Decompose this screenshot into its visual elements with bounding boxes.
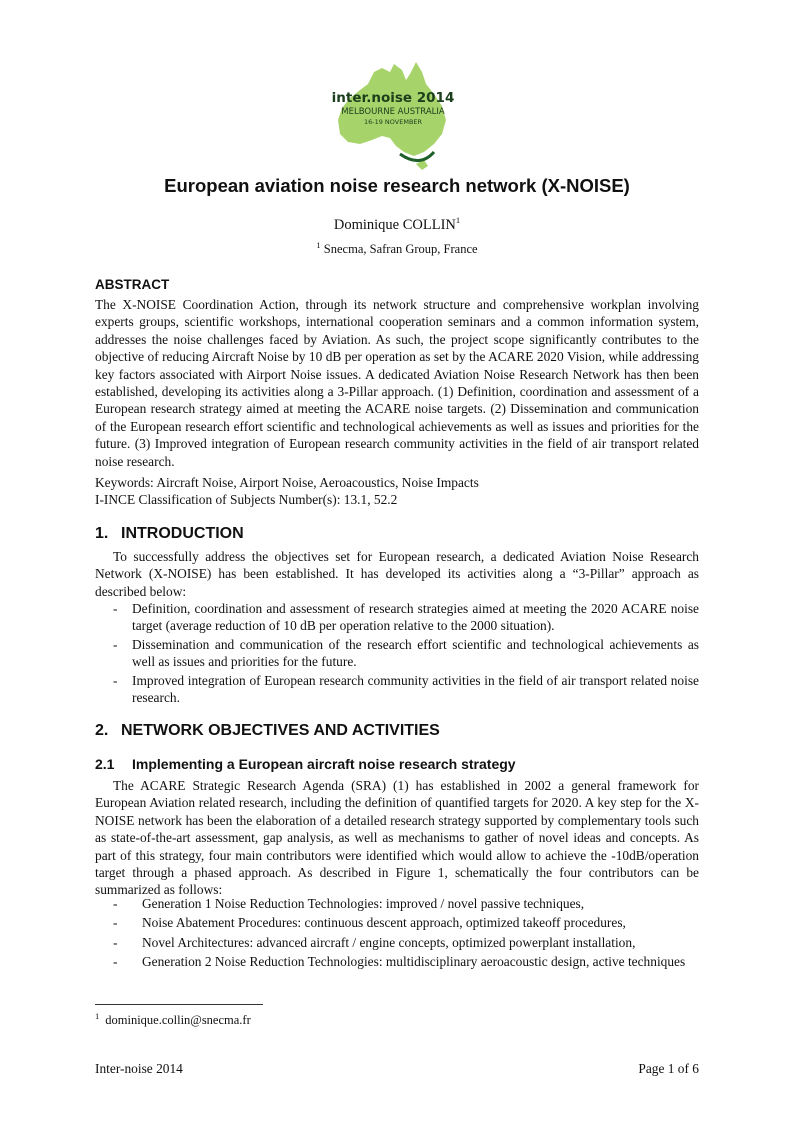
- section-2-heading: [95, 722, 440, 740]
- abstract-body: The X-NOISE Coordination Action, through its network structure and comprehensive workplan involving experts groups, scientific workshops, international cooperation seminars and a common information system, addresses the noise challenges faced by Aviation. As such, the project scope significantly contributes to the objective of reducing Aircraft Noise by 10 dB per operation as set by the ACARE 2020 Vision, while addressing key factors associated with Airport Noise issues. A dedicated Aviation Noise Research Network has then been established, developing its activities along a 3-Pillar approach. (1) Definition, coordination and assessment of a European research strategy aimed at meeting the ACARE noise targets. (2) Dissemination and communication of the European research effort scientific and technological achievements as well as issues and priorities for the future. (3) Improved integration of European research community activities in the field of air transport related noise research.: [95, 297, 699, 469]
- section-1-bullet: [113, 672, 699, 707]
- footnote-email[interactable]: dominique.collin@snecma.fr: [105, 1013, 251, 1027]
- subsection-2-1-body: The ACARE Strategic Research Agenda (SRA) (1) has established in 2002 a general framework for European Aviation related research, including the definition of quantified targets for 2020. A key step for the X-NOISE network has been the elaboration of a detailed research strategy supported by complementary tools such as state-of-the-art assessment, gap analysis, as well as mechanisms to gather of novel ideas and concepts. As part of this strategy, four main contributors were identified which would allow to achieve the -10dB/operation target through a phased approach. As described in Figure 1, schematically the four contributors can be summarized as follows:: [95, 778, 699, 898]
- section-2-number: 2.: [95, 722, 109, 739]
- subsection-2-1-title: Implementing a European aircraft noise research strategy: [132, 756, 516, 772]
- section-2-title: NETWORK OBJECTIVES AND ACTIVITIES: [121, 722, 440, 739]
- keywords: Keywords: Aircraft Noise, Airport Noise, Aeroacoustics, Noise Impacts: [95, 475, 479, 490]
- conference-logo: [330, 58, 456, 176]
- author-mark: 1: [455, 215, 461, 226]
- affiliation: Snecma, Safran Group, France: [323, 242, 478, 256]
- section-2-bullet: [113, 914, 699, 931]
- footnote: [95, 1010, 251, 1028]
- paper-title: European aviation noise research network (X-NOISE): [164, 175, 630, 196]
- bullet-text: Novel Architectures: advanced aircraft / engine concepts, optimized powerplant installation,: [142, 935, 636, 950]
- subsection-2-1-heading: [95, 756, 516, 772]
- bullet-dash: -: [113, 896, 118, 911]
- footnote-rule: [95, 1004, 263, 1005]
- section-1-number: 1.: [95, 525, 109, 542]
- section-1-bullet: [113, 600, 699, 635]
- logo-line2: MELBOURNE AUSTRALIA: [341, 107, 445, 117]
- section-1-bullet: [113, 636, 699, 671]
- author-line: [95, 217, 699, 234]
- subsection-2-1-number: 2.1: [95, 756, 115, 772]
- footer-conference: Inter-noise 2014: [95, 1061, 183, 1076]
- bullet-dash: -: [113, 601, 118, 616]
- bullet-dash: -: [113, 954, 118, 969]
- author-name: Dominique COLLIN: [333, 217, 456, 233]
- bullet-dash: -: [113, 637, 118, 652]
- affiliation-mark: 1: [316, 239, 321, 250]
- affiliation-line: [95, 239, 699, 257]
- logo-line3: 16-19 NOVEMBER: [363, 118, 423, 126]
- section-2-bullet: [113, 895, 699, 912]
- abstract-heading: ABSTRACT: [95, 277, 170, 292]
- bullet-dash: -: [113, 915, 118, 930]
- section-1-intro: To successfully address the objectives set for European research, a dedicated Aviation Noise Research Network (X-NOISE) has been established. It has developed its activities along a “3-Pillar” approach as described below:: [95, 549, 699, 599]
- bullet-text: Definition, coordination and assessment of research strategies aimed at meeting the 2020 ACARE noise target (average reduction of 10 dB per operation relative to the 2000 situation).: [132, 601, 699, 634]
- australia-map-logo: [330, 58, 456, 176]
- footer-page-number: Page 1 of 6: [638, 1061, 699, 1076]
- bullet-text: Noise Abatement Procedures: continuous descent approach, optimized takeoff procedures,: [142, 915, 626, 930]
- bullet-text: Generation 1 Noise Reduction Technologies: improved / novel passive techniques,: [142, 896, 585, 911]
- bullet-text: Dissemination and communication of the research effort scientific and technological achievements as well as issues and priorities for the future.: [132, 637, 699, 670]
- footnote-mark: 1: [95, 1010, 100, 1021]
- classification: I-INCE Classification of Subjects Number(s): 13.1, 52.2: [95, 492, 398, 507]
- bullet-text: Improved integration of European research community activities in the field of air transport related noise research.: [132, 673, 699, 706]
- section-2-bullet: [113, 934, 699, 951]
- section-1-title: INTRODUCTION: [121, 525, 244, 542]
- section-2-bullet: [113, 953, 699, 970]
- section-1-heading: [95, 525, 244, 543]
- logo-line1: inter.noise 2014: [331, 90, 455, 106]
- bullet-dash: -: [113, 935, 118, 950]
- bullet-dash: -: [113, 673, 118, 688]
- bullet-text: Generation 2 Noise Reduction Technologies: multidisciplinary aeroacoustic design, active techniques: [142, 954, 686, 969]
